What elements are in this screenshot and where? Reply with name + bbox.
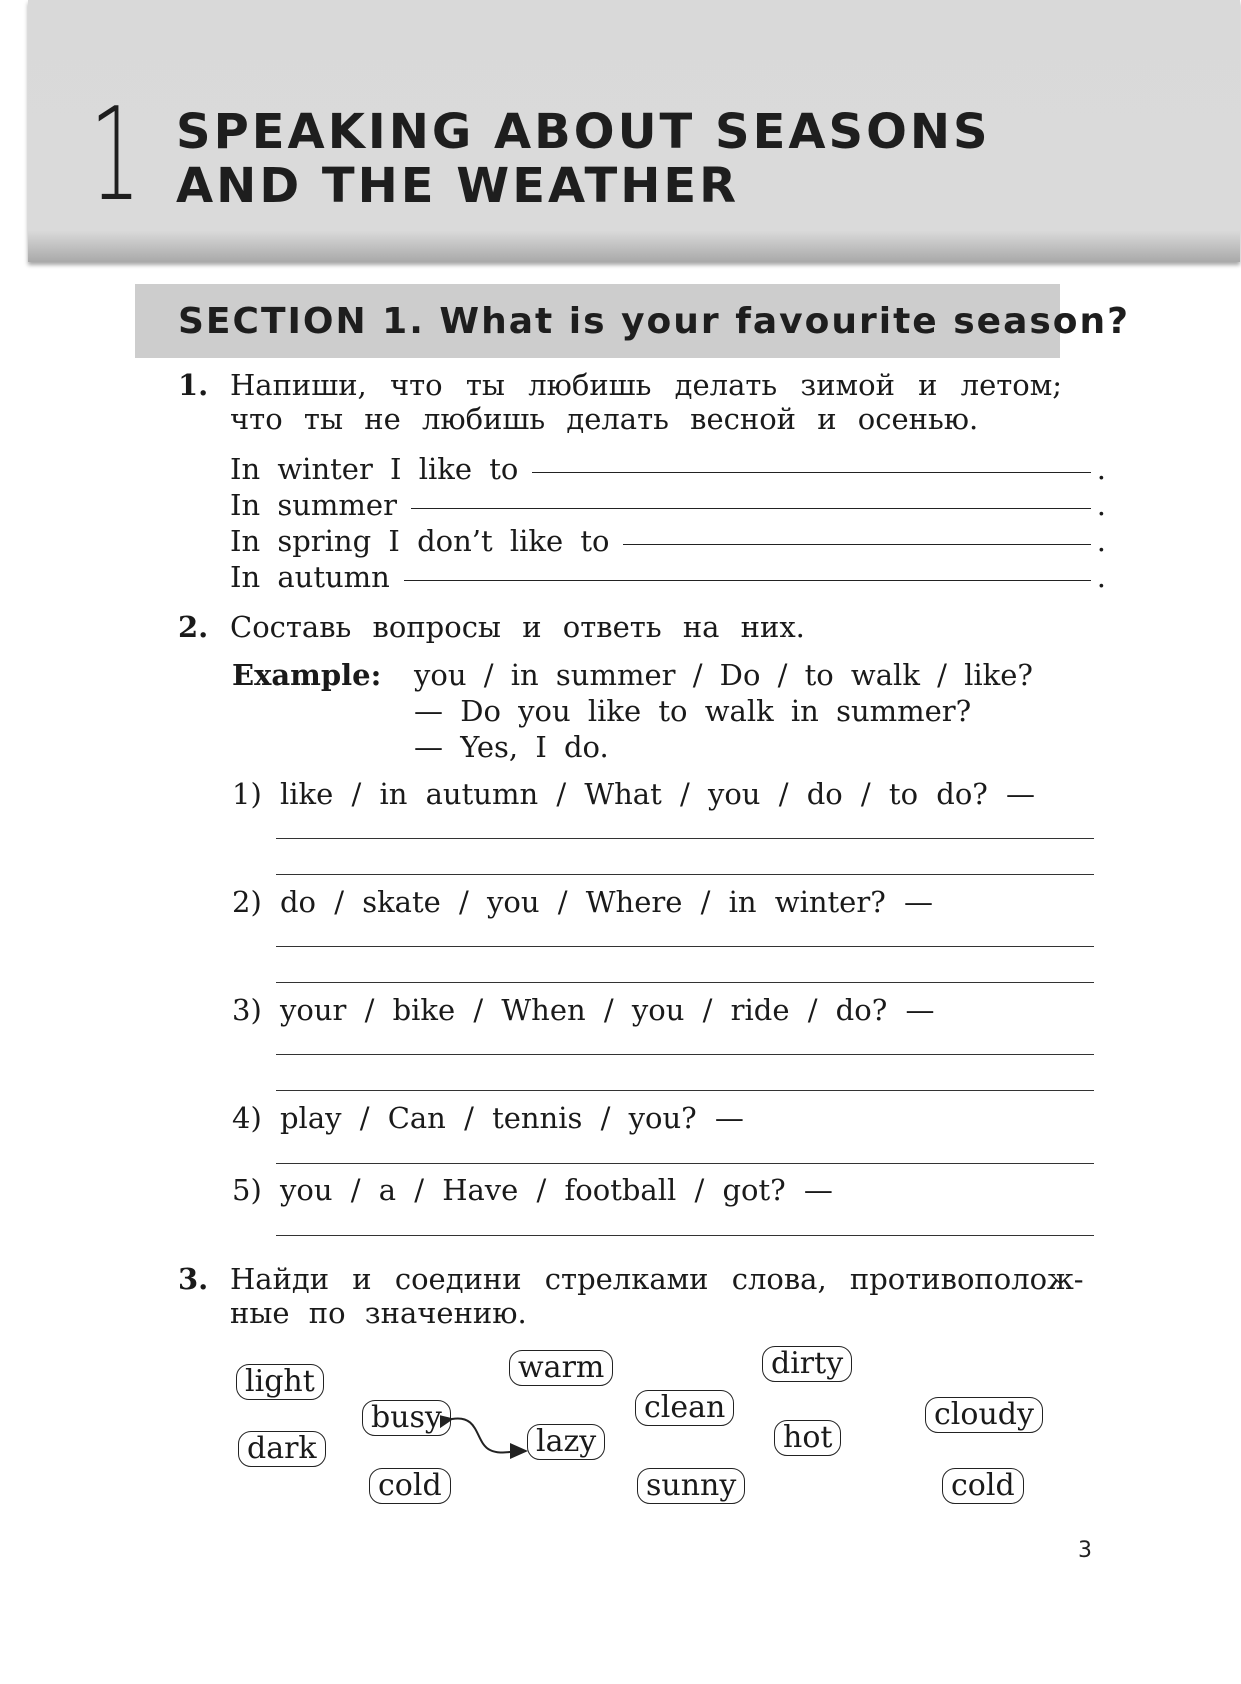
- example-line-1: you / in summer / Do / to walk / like?: [414, 658, 1033, 692]
- word-tag-lazy[interactable]: lazy: [527, 1424, 605, 1460]
- exercise-1-row-autumn: [230, 560, 1106, 594]
- exercise-2-item-1-answer-line-a[interactable]: [276, 838, 1094, 839]
- word-tag-dirty[interactable]: dirty: [762, 1346, 852, 1382]
- page-number: 3: [1078, 1538, 1092, 1563]
- word-tag-sunny[interactable]: sunny: [637, 1468, 745, 1504]
- chapter-number: 1: [90, 81, 141, 230]
- exercise-1-number: 1.: [178, 368, 209, 402]
- exercise-2-item-4-answer-line[interactable]: [276, 1163, 1094, 1164]
- exercise-2-item-1-answer-line-b[interactable]: [276, 874, 1094, 875]
- word-tag-light[interactable]: light: [236, 1364, 324, 1400]
- exercise-2-instruction: Составь вопросы и ответь на них.: [230, 610, 805, 644]
- word-tag-cloudy[interactable]: cloudy: [925, 1397, 1043, 1433]
- exercise-1-prompt-spring: In spring I don’t like to: [230, 524, 610, 558]
- exercise-1-row-spring: [230, 524, 1106, 558]
- exercise-1-prompt-autumn: In autumn: [230, 560, 390, 594]
- double-arrow-icon: [440, 1398, 540, 1468]
- exercise-1-row-winter: [230, 452, 1106, 486]
- exercise-1-instruction-line-1: [230, 368, 1106, 402]
- section-title: SECTION 1. What is your favourite season?: [178, 301, 1131, 342]
- exercise-1-end-mark: .: [1096, 452, 1106, 486]
- word-tag-cold-right[interactable]: cold: [942, 1468, 1024, 1504]
- exercise-1-answer-line-summer[interactable]: [411, 508, 1091, 509]
- exercise-1-answer-line-autumn[interactable]: [404, 580, 1091, 581]
- word-tag-dark[interactable]: dark: [238, 1431, 326, 1467]
- example-label: Example:: [232, 658, 382, 692]
- exercise-1-end-mark: .: [1096, 560, 1106, 594]
- chapter-title: [176, 105, 991, 213]
- exercise-1-row-summer: [230, 488, 1106, 522]
- exercise-1-instruction-line-2: что ты не любишь делать весной и осенью.: [230, 402, 979, 436]
- exercise-3-instruction-text-1: Найди и соедини стрелками слова, противополож-: [230, 1262, 1084, 1296]
- exercise-3-number: 3.: [178, 1262, 209, 1296]
- exercise-3-instruction-line-1: [230, 1262, 1106, 1296]
- example-line-3: — Yes, I do.: [414, 730, 609, 764]
- exercise-1-answer-line-winter[interactable]: [532, 472, 1090, 473]
- exercise-2-item-2: 2) do / skate / you / Where / in winter? —: [232, 885, 933, 919]
- exercise-2-item-5-answer-line[interactable]: [276, 1235, 1094, 1236]
- word-tag-busy[interactable]: busy: [362, 1400, 451, 1436]
- exercise-1-prompt-winter: In winter I like to: [230, 452, 519, 486]
- exercise-2-item-4: 4) play / Can / tennis / you? —: [232, 1101, 744, 1135]
- exercise-2-item-5: 5) you / a / Have / football / got? —: [232, 1173, 833, 1207]
- chapter-title-line-1: SPEAKING ABOUT SEASONS: [176, 104, 991, 160]
- exercise-3-instruction-line-2: ные по значению.: [230, 1296, 527, 1330]
- example-line-2: — Do you like to walk in summer?: [414, 694, 972, 728]
- word-tag-cold-left[interactable]: cold: [369, 1468, 451, 1504]
- exercise-2-item-2-answer-line-b[interactable]: [276, 982, 1094, 983]
- exercise-1-answer-line-spring[interactable]: [623, 544, 1090, 545]
- exercise-2-item-3: 3) your / bike / When / you / ride / do? —: [232, 993, 935, 1027]
- word-tag-clean[interactable]: clean: [635, 1390, 734, 1426]
- exercise-2-item-1: 1) like / in autumn / What / you / do / to do? —: [232, 777, 1036, 811]
- exercise-2-item-3-answer-line-a[interactable]: [276, 1054, 1094, 1055]
- chapter-title-line-2: AND THE WEATHER: [176, 158, 740, 214]
- exercise-1-end-mark: .: [1096, 524, 1106, 558]
- exercise-2-number: 2.: [178, 610, 209, 644]
- exercise-1-end-mark: .: [1096, 488, 1106, 522]
- exercise-2-item-3-answer-line-b[interactable]: [276, 1090, 1094, 1091]
- exercise-2-item-2-answer-line-a[interactable]: [276, 946, 1094, 947]
- word-tag-warm[interactable]: warm: [509, 1350, 613, 1386]
- exercise-1-instruction-text-1: Напиши, что ты любишь делать зимой и летом;: [230, 368, 1063, 402]
- word-tag-hot[interactable]: hot: [774, 1420, 841, 1456]
- exercise-1-prompt-summer: In summer: [230, 488, 397, 522]
